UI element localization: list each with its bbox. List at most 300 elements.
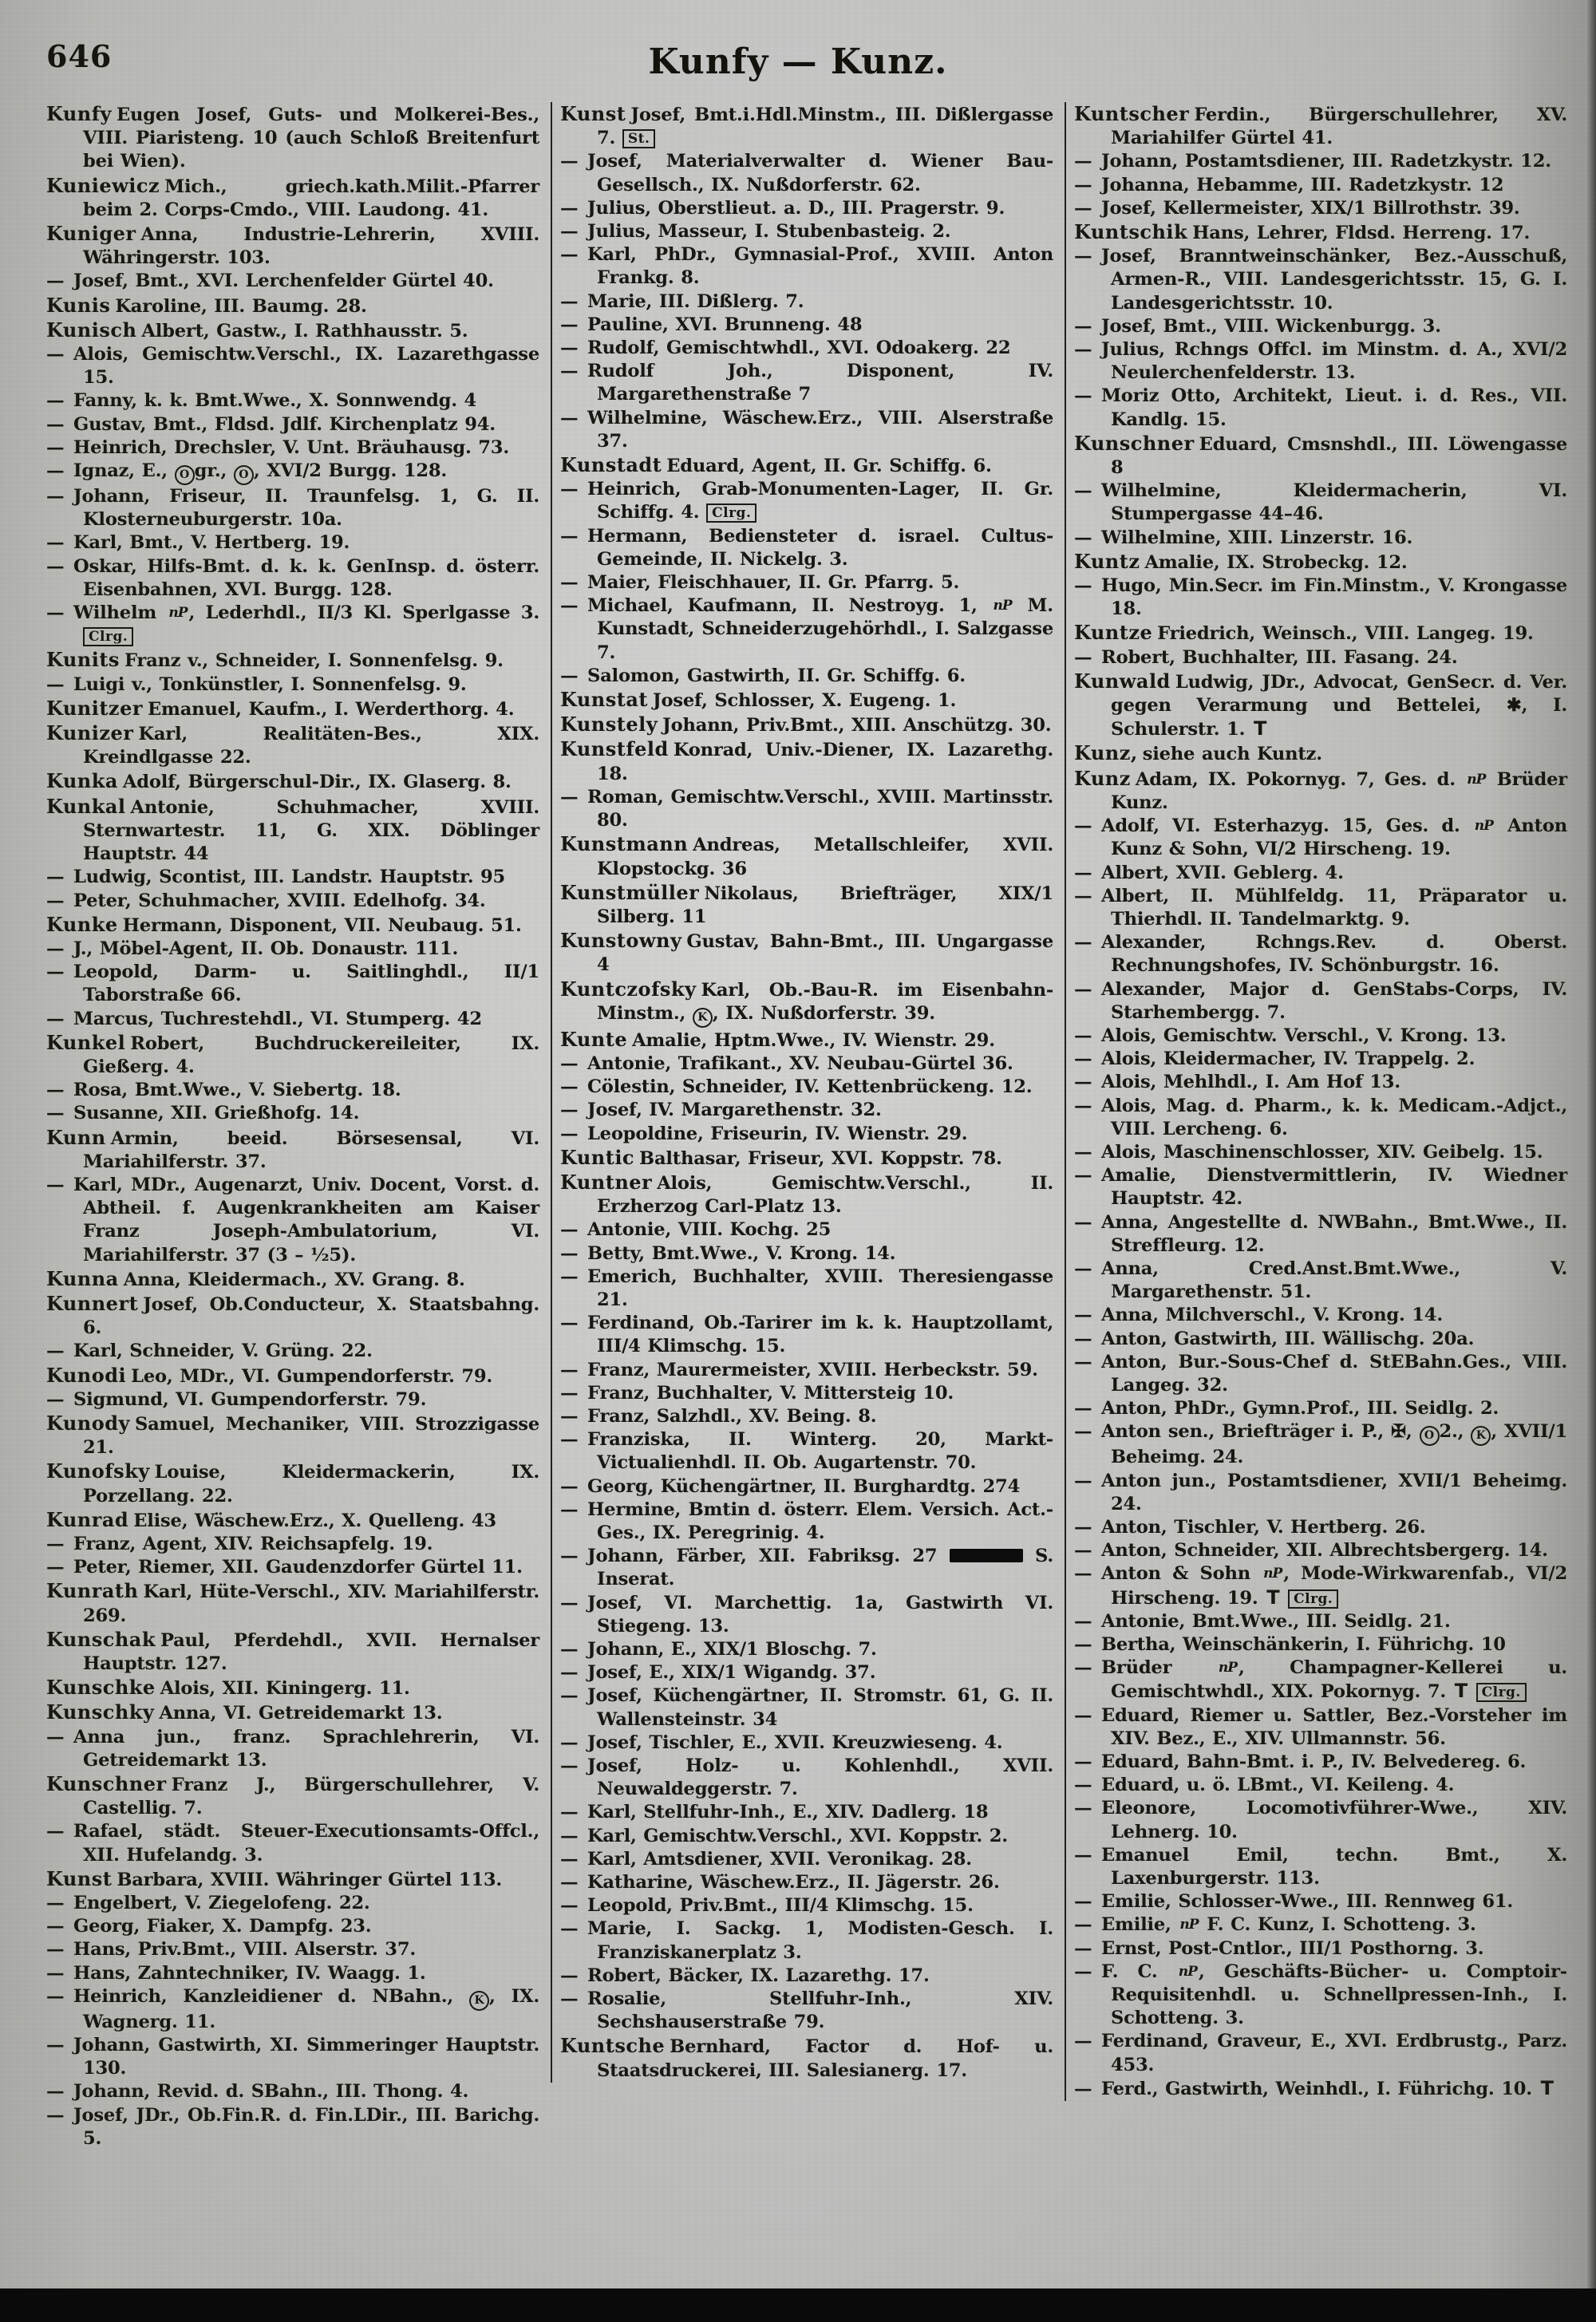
entry-surname: Kunstadt xyxy=(560,453,662,477)
directory-entry: — Rosalie, Stellfuhr-Inh., XIV. Sechshauserstraße 79. xyxy=(560,1988,1053,2033)
entry-surname: Kunst xyxy=(560,102,626,125)
directory-entry: — Hans, Priv.Bmt., VIII. Alserstr. 37. xyxy=(46,1938,539,1961)
directory-entry: — Rosa, Bmt.Wwe., V. Siebertg. 18. xyxy=(46,1079,539,1102)
directory-entry: — Marie, III. Dißlerg. 7. xyxy=(560,290,1053,314)
entry-surname: Kunnert xyxy=(46,1291,139,1315)
circled-o-icon: O xyxy=(175,465,195,485)
clearing-badge: Clrg. xyxy=(706,503,757,523)
entry-surname: Kunitzer xyxy=(46,696,143,720)
ditto-dash: — xyxy=(46,1008,65,1029)
directory-entry: — Pauline, XVI. Brunneng. 48 xyxy=(560,314,1053,337)
directory-entry: — Rudolf, Gemischtwhdl., XVI. Odoakerg. 22 xyxy=(560,337,1053,360)
directory-entry: — Bertha, Weinschänkerin, I. Führichg. 10 xyxy=(1074,1633,1567,1657)
circled-k-icon: K xyxy=(1471,1426,1491,1446)
directory-entry: Kunstely Johann, Priv.Bmt., XIII. Anschützg. 30. xyxy=(560,713,1052,736)
directory-entry: — Susanne, XII. Grießhofg. 14. xyxy=(46,1102,539,1125)
ditto-dash: — xyxy=(560,1100,579,1121)
ditto-dash: — xyxy=(1074,1751,1092,1773)
ditto-dash: — xyxy=(560,314,579,335)
directory-entry: — Anton & Sohn nP, Mode-Wirkwarenfab., VI/2 Hirscheng. 19. T Clrg. xyxy=(1074,1563,1568,1609)
directory-entry: — Franz, Agent, XIV. Reichsapfelg. 19. xyxy=(46,1533,539,1556)
ditto-dash: — xyxy=(46,344,65,365)
entry-surname: Kuntze xyxy=(1074,621,1153,645)
ditto-dash: — xyxy=(46,460,65,482)
ditto-dash: — xyxy=(46,1893,65,1914)
directory-entry: — Karl, Amtsdiener, XVII. Veronikag. 28. xyxy=(560,1848,1053,1871)
directory-entry: Kunschke Alois, XII. Kiningerg. 11. xyxy=(46,1676,410,1700)
directory-entry: — Josef, Bmt., VIII. Wickenburgg. 3. xyxy=(1074,315,1567,338)
directory-entry: Kuniewicz Mich., griech.kath.Milit.-Pfarrer beim 2. Corps-Cmdo., VIII. Laudong. 41. xyxy=(46,173,539,220)
entry-surname: Kunis xyxy=(46,293,111,317)
ditto-dash: — xyxy=(1074,197,1092,219)
entry-surname: Kuntic xyxy=(560,1145,635,1169)
directory-entry: — Fanny, k. k. Bmt.Wwe., X. Sonnwendg. 4 xyxy=(46,389,539,413)
directory-entry: — Anton, Schneider, XII. Albrechtsbergerg. 14. xyxy=(1074,1539,1567,1562)
directory-entry: Kunke Hermann, Disponent, VII. Neubaug. 51. xyxy=(46,912,522,936)
entry-surname: Kuntner xyxy=(560,1170,653,1194)
ditto-dash: — xyxy=(46,1939,65,1961)
entry-surname: Kunz xyxy=(1074,766,1131,790)
running-head: Kunfy — Kunz. xyxy=(648,41,948,82)
ditto-dash: — xyxy=(1074,1634,1092,1655)
inked-redaction xyxy=(950,1549,1023,1562)
directory-entry: — Josef, Holz- u. Kohlenhdl., XVII. Neuwaldeggerstr. 7. xyxy=(560,1755,1053,1800)
directory-entry: — Hermann, Bediensteter d. israel. Cultus-Gemeinde, II. Nickelg. 3. xyxy=(560,525,1053,570)
directory-entry: — Ernst, Post-Cntlor., III/1 Posthorng. 3. xyxy=(1074,1937,1567,1961)
ditto-dash: — xyxy=(1074,1516,1092,1538)
ditto-dash: — xyxy=(1074,385,1092,407)
ditto-dash: — xyxy=(46,1103,65,1124)
directory-entry: — Wilhelm nP, Lederhdl., II/3 Kl. Sperlgasse 3. Clrg. xyxy=(46,602,539,646)
entry-surname: Kuntsche xyxy=(560,2034,666,2058)
directory-entry: — Luigi v., Tonkünstler, I. Sonnenfelsg. 9. xyxy=(46,673,539,697)
entry-surname: Kunst xyxy=(46,1866,113,1890)
directory-entry: Kunofsky Louise, Kleidermackerin, IX. Porzellang. 22. xyxy=(46,1459,539,1507)
ditto-dash: — xyxy=(1074,1657,1092,1679)
directory-entry: — Ludwig, Scontist, III. Landstr. Hauptstr. 95 xyxy=(46,866,539,889)
directory-entry: Kuntschik Hans, Lehrer, Fldsd. Herreng. 17. xyxy=(1074,220,1531,244)
ditto-dash: — xyxy=(560,1405,579,1427)
ditto-dash: — xyxy=(1074,1610,1092,1632)
protocolled-firm-icon: nP xyxy=(1218,1660,1237,1676)
entry-surname: Kunisch xyxy=(46,318,137,342)
ditto-dash: — xyxy=(1074,1704,1092,1726)
ditto-dash: — xyxy=(560,221,579,243)
entry-surname: Kunits xyxy=(46,648,120,672)
directory-entry: — Adolf, VI. Esterhazyg. 15, Ges. d. nP Anton Kunz & Sohn, VI/2 Hirscheng. 19. xyxy=(1074,815,1567,860)
entry-surname: Kunschner xyxy=(1074,431,1195,455)
directory-entry: — Anton, PhDr., Gymn.Prof., III. Seidlg. 2. xyxy=(1074,1397,1567,1420)
directory-entry: Kunz Adam, IX. Pokornyg. 7, Ges. d. nP Brüder Kunz. xyxy=(1074,766,1567,813)
ditto-dash: — xyxy=(560,244,579,266)
ditto-dash: — xyxy=(46,1726,65,1747)
protocolled-firm-icon: nP xyxy=(993,598,1012,614)
directory-entry: — Amalie, Dienstvermittlerin, IV. Wiedner Hauptstr. 42. xyxy=(1074,1165,1567,1210)
directory-entry: — Anton sen., Briefträger i. P., ✠, O 2., K , XVII/1 Beheimg. 24. xyxy=(1074,1421,1567,1468)
directory-entry: — Alois, Maschinenschlosser, XIV. Geibelg. 15. xyxy=(1074,1141,1567,1164)
directory-entry: — Leopold, Priv.Bmt., III/4 Klimschg. 15. xyxy=(560,1894,1053,1917)
directory-entry: — Julius, Oberstlieut. a. D., III. Pragerstr. 9. xyxy=(560,197,1053,220)
ditto-dash: — xyxy=(1074,1844,1092,1866)
ditto-dash: — xyxy=(560,1592,579,1613)
directory-entry: — Julius, Rchngs Offcl. im Minstm. d. A., XVI/2 Neulerchenfelderstr. 13. xyxy=(1074,339,1567,384)
directory-entry: Kunodi Leo, MDr., VI. Gumpendorferstr. 79. xyxy=(46,1363,493,1387)
telephone-icon: T xyxy=(1454,1680,1468,1703)
directory-entry: — Emilie, nP F. C. Kunz, I. Schotteng. 3. xyxy=(1074,1913,1567,1937)
directory-entry: — Alois, Kleidermacher, IV. Trappelg. 2. xyxy=(1074,1048,1567,1071)
ditto-dash: — xyxy=(560,786,579,808)
directory-entry: — Ferdinand, Ob.-Tarirer im k. k. Hauptzollamt, III/4 Klimschg. 15. xyxy=(560,1313,1053,1357)
directory-entry: Kunrad Elise, Wäschew.Erz., X. Quelleng. 43 xyxy=(46,1507,496,1531)
ditto-dash: — xyxy=(1074,1258,1092,1279)
directory-entry: Kunody Samuel, Mechaniker, VIII. Strozzigasse 21. xyxy=(46,1411,539,1459)
ditto-dash: — xyxy=(46,2035,65,2056)
ditto-dash: — xyxy=(1074,862,1092,883)
ditto-dash: — xyxy=(560,1475,579,1497)
ditto-dash: — xyxy=(560,1242,579,1264)
ditto-dash: — xyxy=(46,890,65,911)
entry-surname: Kuniewicz xyxy=(46,173,160,197)
directory-entry: — Anna, Cred.Anst.Bmt.Wwe., V. Margarethenstr. 51. xyxy=(1074,1258,1567,1303)
ditto-dash: — xyxy=(1074,1421,1092,1443)
ditto-dash: — xyxy=(1074,480,1092,502)
protocolled-firm-icon: nP xyxy=(168,605,188,622)
directory-entry: — Anton, Gastwirth, III. Wällischg. 20a. xyxy=(1074,1328,1567,1351)
directory-entry: — Emerich, Buchhalter, XVIII. Theresiengasse 21. xyxy=(560,1266,1053,1310)
ditto-dash: — xyxy=(46,390,65,412)
directory-entry: — Cölestin, Schneider, IV. Kettenbrückeng. 12. xyxy=(560,1076,1053,1099)
directory-entry: — Josef, E., XIX/1 Wigandg. 37. xyxy=(560,1661,1053,1684)
directory-entry: — Josef, VI. Marchettig. 1a, Gastwirth VI. Stiegeng. 13. xyxy=(560,1592,1053,1637)
directory-entry: — Eduard, u. ö. LBmt., VI. Keileng. 4. xyxy=(1074,1774,1567,1797)
ditto-dash: — xyxy=(1074,978,1092,1000)
ditto-dash: — xyxy=(560,1848,579,1870)
directory-entry: Kuntze Friedrich, Weinsch., VIII. Langeg. 19. xyxy=(1074,621,1534,645)
ditto-dash: — xyxy=(46,555,65,577)
entry-surname: Kunofsky xyxy=(46,1459,150,1483)
directory-entry: Kunschner Franz J., Bürgerschullehrer, V. Castellig. 7. xyxy=(46,1772,539,1819)
ditto-dash: — xyxy=(46,2104,65,2126)
ditto-dash: — xyxy=(1074,1025,1092,1046)
directory-entry: — Roman, Gemischtw.Verschl., XVIII. Martinsstr. 80. xyxy=(560,786,1053,831)
directory-entry: — Wilhelmine, XIII. Linzerstr. 16. xyxy=(1074,527,1567,550)
entry-surname: Kunkal xyxy=(46,794,126,818)
directory-entry: Kunstadt Eduard, Agent, II. Gr. Schiffg. 6. xyxy=(560,453,992,477)
ditto-dash: — xyxy=(560,361,579,382)
directory-entry: — Johanna, Hebamme, III. Radetzkystr. 12 xyxy=(1074,174,1567,197)
telephone-icon: T xyxy=(1253,717,1267,740)
entry-surname: Kunwald xyxy=(1074,669,1171,693)
directory-entry: Kunz, siehe auch Kuntz. xyxy=(1074,741,1322,765)
directory-entry: Kunst Barbara, XVIII. Währinger Gürtel 113. xyxy=(46,1866,503,1890)
protocolled-firm-icon: nP xyxy=(1263,1566,1282,1582)
directory-entry: — Michael, Kaufmann, II. Nestroyg. 1, nP M. Kunstadt, Schneiderzugehörhdl., I. Salzgasse 7. xyxy=(560,595,1053,663)
ditto-dash: — xyxy=(1074,1305,1092,1326)
ditto-dash: — xyxy=(1074,1563,1092,1585)
protocolled-firm-icon: nP xyxy=(1179,1917,1199,1933)
directory-entry: Kunkal Antonie, Schuhmacher, XVIII. Sternwartestr. 11, G. XIX. Döblinger Hauptstr. 44 xyxy=(46,794,539,865)
directory-entry: — Heinrich, Kanzleidiener d. NBahn., K , IX. Wagnerg. 11. xyxy=(46,1985,540,2032)
directory-entry: Kuntner Alois, Gemischtw.Verschl., II. Erzherzog Carl-Platz 13. xyxy=(560,1170,1053,1218)
directory-entry: — Ferdinand, Graveur, E., XVI. Erdbrustg., Parz. 453. xyxy=(1074,2031,1567,2075)
directory-column-3 xyxy=(1065,102,1578,2101)
entry-surname: Kunodi xyxy=(46,1363,127,1387)
ditto-dash: — xyxy=(560,1546,579,1567)
clearing-badge: Clrg. xyxy=(1288,1589,1338,1609)
directory-entry: — Salomon, Gastwirth, II. Gr. Schiffg. 6. xyxy=(560,665,1053,688)
directory-entry: — Georg, Küchengärtner, II. Burghardtg. 274 xyxy=(560,1475,1053,1499)
directory-entry: Kunka Adolf, Bürgerschul-Dir., IX. Glaserg. 8. xyxy=(46,769,512,793)
directory-entry: — Ferd., Gastwirth, Weinhdl., I. Führichg. 10. T xyxy=(1074,2077,1567,2101)
directory-entry: — Karl, Bmt., V. Hertberg. 19. xyxy=(46,531,539,555)
directory-entry: — Moriz Otto, Architekt, Lieut. i. d. Res., VII. Kandlg. 15. xyxy=(1074,385,1567,430)
directory-entry: Kuntsche Bernhard, Factor d. Hof- u. Staatsdruckerei, III. Salesianerg. 17. xyxy=(560,2034,1053,2081)
ditto-dash: — xyxy=(1074,1470,1092,1491)
cross-decoration-icon: ✠ xyxy=(1391,1421,1406,1443)
ditto-dash: — xyxy=(560,572,579,594)
directory-entry: — Antonie, Bmt.Wwe., III. Seidlg. 21. xyxy=(1074,1610,1567,1633)
directory-entry: — Alois, Mehlhdl., I. Am Hof 13. xyxy=(1074,1071,1567,1094)
directory-entry: — F. C. nP, Geschäfts-Bücher- u. Comptoir-Requisitenhdl. u. Schnellpressen-Inh., I. Schotteng. 3. xyxy=(1074,1961,1567,2029)
entry-surname: Kunstmüller xyxy=(560,880,700,904)
ditto-dash: — xyxy=(1074,1775,1092,1796)
directory-entry: Kunn Armin, beeid. Börsesensal, VI. Mariahilferstr. 37. xyxy=(46,1125,539,1172)
ditto-dash: — xyxy=(46,1174,65,1195)
directory-entry: Kunwald Ludwig, JDr., Advocat, GenSecr. d. Ver. gegen Verarmung und Bettelei, ✱, I. Schulerstr. 1. T xyxy=(1074,669,1567,740)
directory-column-2 xyxy=(551,102,1065,2083)
directory-entry: Kunna Anna, Kleidermach., XV. Grang. 8. xyxy=(46,1266,465,1290)
directory-entry: Kunis Karoline, III. Baumg. 28. xyxy=(46,293,367,317)
ditto-dash: — xyxy=(1074,527,1092,548)
directory-entry: — Emanuel Emil, techn. Bmt., X. Laxenburgerstr. 113. xyxy=(1074,1844,1567,1890)
entry-surname: Kunkel xyxy=(46,1030,126,1054)
ditto-dash: — xyxy=(1074,1048,1092,1070)
entry-surname: Kuntschik xyxy=(1074,220,1188,244)
circled-o-icon: O xyxy=(1420,1426,1440,1446)
ditto-dash: — xyxy=(560,151,579,172)
directory-entry: — Peter, Schuhmacher, XVIII. Edelhofg. 34. xyxy=(46,890,539,913)
directory-entry: — Rafael, städt. Steuer-Executionsamts-Offcl., XII. Hufelandg. 3. xyxy=(46,1821,539,1866)
ditto-dash: — xyxy=(46,271,65,292)
clearing-badge: Clrg. xyxy=(1476,1683,1527,1702)
ditto-dash: — xyxy=(46,1821,65,1842)
page-number: 646 xyxy=(46,38,113,74)
directory-entry: — Eduard, Riemer u. Sattler, Bez.-Vorsteher im XIV. Bez., E., XIV. Ullmannstr. 56. xyxy=(1074,1704,1567,1749)
ditto-dash: — xyxy=(1074,646,1092,668)
ditto-dash: — xyxy=(1074,1540,1092,1562)
directory-entry: — J., Möbel-Agent, II. Ob. Donaustr. 111. xyxy=(46,938,539,961)
directory-entry: Kunstmann Andreas, Metallschleifer, XVII. Klopstockg. 36 xyxy=(560,832,1053,879)
directory-entry: — Hermine, Bmtin d. österr. Elem. Versich. Act.-Ges., IX. Peregrinig. 4. xyxy=(560,1499,1053,1543)
directory-entry: — Josef, IV. Margarethenstr. 32. xyxy=(560,1099,1053,1122)
directory-entry: — Georg, Fiaker, X. Dampfg. 23. xyxy=(46,1915,539,1938)
ditto-dash: — xyxy=(1074,174,1092,195)
directory-entry: — Hugo, Min.Secr. im Fin.Minstm., V. Krongasse 18. xyxy=(1074,575,1567,620)
ditto-dash: — xyxy=(560,1219,579,1241)
directory-entry: — Brüder nP, Champagner-Kellerei u. Gemischtwhdl., XIX. Pokornyg. 7. T Clrg. xyxy=(1074,1657,1567,1703)
directory-entry: — Albert, XVII. Geblerg. 4. xyxy=(1074,862,1567,885)
ditto-dash: — xyxy=(46,1985,65,2007)
entry-surname: Kunte xyxy=(560,1027,628,1051)
directory-entry: — Hans, Zahntechniker, IV. Waagg. 1. xyxy=(46,1962,539,1985)
ditto-dash: — xyxy=(560,1052,579,1074)
ditto-dash: — xyxy=(1074,1328,1092,1349)
entry-surname: Kunz, xyxy=(1074,741,1138,765)
directory-entry: Kunkel Robert, Buchdruckereileiter, IX. Gießerg. 4. xyxy=(46,1030,539,1077)
clearing-badge: Clrg. xyxy=(83,627,133,646)
directory-entry: Kunschky Anna, VI. Getreidemarkt 13. xyxy=(46,1700,443,1724)
circled-k-icon: K xyxy=(469,1991,489,2011)
ditto-dash: — xyxy=(560,1359,579,1380)
ditto-dash: — xyxy=(560,338,579,359)
ditto-dash: — xyxy=(1074,932,1092,954)
directory-entry: — Karl, Gemischtw.Verschl., XVI. Koppstr. 2. xyxy=(560,1825,1053,1848)
ditto-dash: — xyxy=(46,1080,65,1101)
ditto-dash: — xyxy=(560,1988,579,2010)
directory-entry: — Albert, II. Mühlfeldg. 11, Präparator u. Thierhdl. II. Tandelmarktg. 9. xyxy=(1074,885,1567,930)
ditto-dash: — xyxy=(560,1872,579,1894)
ditto-dash: — xyxy=(560,1123,579,1144)
ditto-dash: — xyxy=(46,1916,65,1937)
entry-surname: Kunstat xyxy=(560,688,648,712)
circled-o-icon: O xyxy=(234,465,254,485)
directory-entry: Kunits Franz v., Schneider, I. Sonnenfelsg. 9. xyxy=(46,648,504,672)
directory-entry: — Robert, Bäcker, IX. Lazarethg. 17. xyxy=(560,1965,1053,1988)
protocolled-firm-icon: nP xyxy=(1474,818,1493,835)
entry-surname: Kunschak xyxy=(46,1627,156,1651)
ditto-dash: — xyxy=(1074,315,1092,337)
entry-surname: Kunstely xyxy=(560,713,658,736)
directory-entry: — Sigmund, VI. Gumpendorferstr. 79. xyxy=(46,1388,539,1412)
directory-entry: — Karl, Schneider, V. Grüng. 22. xyxy=(46,1340,539,1363)
ditto-dash: — xyxy=(46,1962,65,1984)
directory-entry: — Wilhelmine, Wäschew.Erz., VIII. Alserstraße 37. xyxy=(560,407,1053,452)
directory-entry: — Julius, Masseur, I. Stubenbasteig. 2. xyxy=(560,220,1053,243)
directory-entry: — Betty, Bmt.Wwe., V. Krong. 14. xyxy=(560,1242,1053,1266)
ditto-dash: — xyxy=(1074,1072,1092,1093)
entry-surname: Kunke xyxy=(46,912,118,936)
entry-surname: Kunna xyxy=(46,1266,119,1290)
ditto-dash: — xyxy=(560,1685,579,1707)
ditto-dash: — xyxy=(46,962,65,983)
ditto-dash: — xyxy=(1074,1095,1092,1116)
entry-surname: Kunschky xyxy=(46,1700,155,1724)
ditto-dash: — xyxy=(560,197,579,219)
directory-entry: — Robert, Buchhalter, III. Fasang. 24. xyxy=(1074,646,1567,669)
ditto-dash: — xyxy=(560,665,579,686)
directory-entry: Kunstat Josef, Schlosser, X. Eugeng. 1. xyxy=(560,688,957,712)
ditto-dash: — xyxy=(560,525,579,547)
ditto-dash: — xyxy=(46,436,65,458)
entry-surname: Kunfy xyxy=(46,102,112,125)
entry-surname: Kunizer xyxy=(46,721,134,745)
directory-entry: — Eduard, Bahn-Bmt. i. P., IV. Belvedereg. 6. xyxy=(1074,1751,1567,1774)
entry-surname: Kuntscher xyxy=(1074,102,1190,125)
directory-entry: — Rudolf Joh., Disponent, IV. Margarethenstraße 7 xyxy=(560,361,1053,405)
ditto-dash: — xyxy=(560,1429,579,1451)
protocolled-firm-icon: nP xyxy=(1178,1963,1197,1980)
entry-surname: Kunrath xyxy=(46,1579,139,1603)
protocolled-firm-icon: nP xyxy=(1467,771,1486,788)
directory-entry: — Peter, Riemer, XII. Gaudenzdorfer Gürtel 11. xyxy=(46,1556,539,1579)
directory-entry: — Karl, MDr., Augenarzt, Univ. Docent, Vorst. d. Abtheil. f. Augenkrankheiten am Kaiser Franz Joseph-Ambulatorium, VI. Mariahilferstr. 37 (3 – ½5). xyxy=(46,1174,539,1266)
ditto-dash: — xyxy=(1074,575,1092,597)
directory-entry: Kunizer Karl, Realitäten-Bes., XIX. Kreindlgasse 22. xyxy=(46,721,539,768)
ditto-dash: — xyxy=(46,486,65,507)
directory-entry: — Karl, PhDr., Gymnasial-Prof., XVIII. Anton Frankg. 8. xyxy=(560,244,1053,289)
directory-entry: Kuntscher Ferdin., Bürgerschullehrer, XV. Mariahilfer Gürtel 41. xyxy=(1074,102,1567,149)
directory-entry: Kunst Josef, Bmt.i.Hdl.Minstm., III. Dißlergasse 7. St. xyxy=(560,102,1053,149)
st-badge: St. xyxy=(622,129,656,148)
ditto-dash: — xyxy=(1074,1798,1092,1819)
entry-surname: Kunody xyxy=(46,1411,130,1435)
ditto-dash: — xyxy=(46,1557,65,1578)
directory-entry: Kunstowny Gustav, Bahn-Bmt., III. Ungargasse 4 xyxy=(560,929,1053,976)
directory-entry: Kunstmüller Nikolaus, Briefträger, XIX/1 Silberg. 11 xyxy=(560,880,1053,927)
directory-entry: — Josef, Bmt., XVI. Lerchenfelder Gürtel 40. xyxy=(46,270,539,293)
directory-columns xyxy=(38,102,1578,2150)
ditto-dash: — xyxy=(1074,815,1092,837)
ditto-dash: — xyxy=(560,1825,579,1846)
directory-entry: — Anton jun., Postamtsdiener, XVII/1 Beheimg. 24. xyxy=(1074,1470,1567,1514)
directory-column-1 xyxy=(38,102,551,2150)
ditto-dash: — xyxy=(1074,1891,1092,1913)
scan-bottom-edge xyxy=(0,2288,1596,2322)
directory-entry: Kunnert Josef, Ob.Conducteur, X. Staatsbahng. 6. xyxy=(46,1291,539,1339)
ditto-dash: — xyxy=(46,1388,65,1410)
directory-entry: — Franz, Buchhalter, V. Mittersteig 10. xyxy=(560,1382,1053,1405)
directory-entry: — Marcus, Tuchrestehdl., VI. Stumperg. 42 xyxy=(46,1008,539,1031)
directory-entry: — Josef, Materialverwalter d. Wiener Bau-Gesellsch., IX. Nußdorferstr. 62. xyxy=(560,151,1053,195)
ditto-dash: — xyxy=(46,867,65,888)
scan-right-edge xyxy=(1586,0,1596,2288)
entry-surname: Kunschke xyxy=(46,1676,156,1700)
directory-entry: — Johann, Färber, XII. Fabriksg. 27 S. Inserat. xyxy=(560,1546,1053,1590)
directory-entry: — Leopold, Darm- u. Saitlinghdl., II/1 Taborstraße 66. xyxy=(46,962,539,1006)
directory-entry: — Anton, Bur.-Sous-Chef d. StEBahn.Ges., VIII. Langeg. 32. xyxy=(1074,1351,1567,1396)
ditto-dash: — xyxy=(560,1895,579,1917)
directory-entry: — Alexander, Major d. GenStabs-Corps, IV. Starhembergg. 7. xyxy=(1074,978,1567,1023)
ditto-dash: — xyxy=(1074,1211,1092,1233)
ditto-dash: — xyxy=(1074,151,1092,172)
entry-surname: Kunrad xyxy=(46,1507,129,1531)
directory-entry: Kunrath Karl, Hüte-Verschl., XIV. Mariahilferstr. 269. xyxy=(46,1579,539,1626)
directory-entry: — Johann, Revid. d. SBahn., III. Thong. 4. xyxy=(46,2080,539,2103)
ditto-dash: — xyxy=(560,1965,579,1986)
ditto-dash: — xyxy=(560,1918,579,1940)
directory-entry: Kunitzer Emanuel, Kaufm., I. Werderthorg. 4. xyxy=(46,696,515,720)
directory-entry: Kunschak Paul, Pferdehdl., XVII. Hernalser Hauptstr. 127. xyxy=(46,1627,539,1674)
directory-entry: Kuntz Amalie, IX. Strobeckg. 12. xyxy=(1074,549,1408,573)
directory-entry: Kuniger Anna, Industrie-Lehrerin, XVIII. Währingerstr. 103. xyxy=(46,222,539,269)
ditto-dash: — xyxy=(560,1662,579,1684)
directory-entry: — Johann, E., XIX/1 Bloschg. 7. xyxy=(560,1638,1053,1661)
directory-entry: — Josef, Tischler, E., XVII. Kreuzwieseng. 4. xyxy=(560,1732,1053,1755)
entry-surname: Kunstfeld xyxy=(560,737,669,761)
entry-surname: Kunka xyxy=(46,769,118,793)
ditto-dash: — xyxy=(46,2081,65,2103)
directory-entry: — Alois, Mag. d. Pharm., k. k. Medicam.-Adjct., VIII. Lercheng. 6. xyxy=(1074,1095,1567,1139)
directory-entry: — Josef, Küchengärtner, II. Stromstr. 61, G. II. Wallensteinstr. 34 xyxy=(560,1685,1053,1730)
directory-entry: — Franz, Maurermeister, XVIII. Herbeckstr. 59. xyxy=(560,1359,1053,1382)
directory-entry: — Anna, Angestellte d. NWBahn., Bmt.Wwe., II. Streffleurg. 12. xyxy=(1074,1211,1567,1256)
ditto-dash: — xyxy=(560,1755,579,1777)
directory-entry: — Alois, Gemischtw.Verschl., IX. Lazarethgasse 15. xyxy=(46,344,539,389)
directory-entry: Kuntic Balthasar, Friseur, XVI. Koppstr. 78. xyxy=(560,1145,1002,1169)
telephone-icon: T xyxy=(1266,1586,1280,1609)
ditto-dash: — xyxy=(560,290,579,312)
entry-surname: Kunstmann xyxy=(560,832,689,856)
